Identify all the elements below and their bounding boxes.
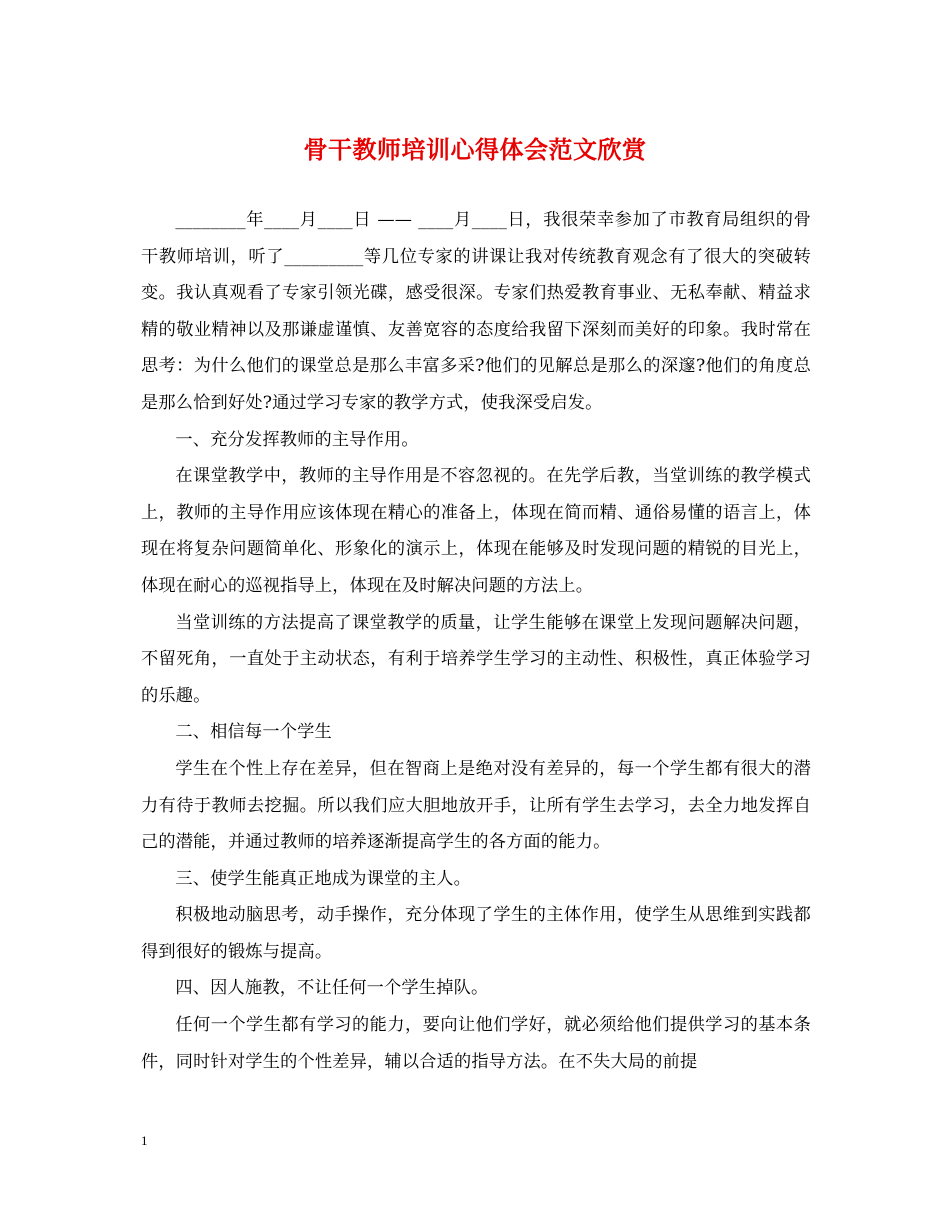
paragraph-section-1-a: 在课堂教学中，教师的主导作用是不容忽视的。在先学后教，当堂训练的教学模式上，教师的主导作用应该体现在精心的准备上，体现在简而精、通俗易懂的语言上，体现在将复杂问题简单化、形象化的演示上，体现在能够及时发现问题的精锐的目光上，体现在耐心的巡视指导上，体现在及时解决问题的方法上。: [141, 466, 811, 596]
paragraph-section-1-b: 当堂训练的方法提高了课堂教学的质量，让学生能够在课堂上发现问题解决问题，不留死角，一直处于主动状态，有利于培养学生学习的主动性、积极性，真正体验学习的乐趣。: [141, 612, 811, 706]
page-number: 1: [141, 1133, 148, 1148]
paragraph-section-3: 积极地动脑思考，动手操作，充分体现了学生的主体作用，使学生从思维到实践都得到很好的锻炼与提高。: [141, 905, 811, 962]
heading-section-4: 四、因人施教，不让任何一个学生掉队。: [175, 978, 489, 999]
paragraph-section-4: 任何一个学生都有学习的能力，要向让他们学好，就必须给他们提供学习的基本条件，同时针对学生的个性差异，辅以合适的指导方法。在不失大局的前提: [141, 1015, 811, 1072]
paragraph-intro: ________年____月____日 —— ____月____日，我很荣幸参加了市教育局组织的骨干教师培训，听了_________等几位专家的讲课让我对传统教育观念有了很大的突破转变。我认真观看了专家引领光碟，感受很深。专家们热爱教育事业、无私奉献、精益求精的敬业精神以及那谦虚谨慎、友善宽容的态度给我留下深刻而美好的印象。我时常在思考：为什么他们的课堂总是那么丰富多采?他们的见解总是那么的深邃?他们的角度总是那么恰到好处?通过学习专家的教学方式，使我深受启发。: [141, 210, 811, 413]
heading-section-1: 一、充分发挥教师的主导作用。: [175, 429, 419, 450]
document-body: [141, 202, 811, 1080]
heading-section-2: 二、相信每一个学生: [175, 722, 332, 743]
document-title: 骨干教师培训心得体会范文欣赏: [303, 135, 647, 164]
paragraph-section-2: 学生在个性上存在差异，但在智商上是绝对没有差异的，每一个学生都有很大的潜力有待于教师去挖掘。所以我们应大胆地放开手，让所有学生去学习，去全力地发挥自己的潜能，并通过教师的培养逐渐提高学生的各方面的能力。: [141, 758, 811, 853]
heading-section-3: 三、使学生能真正地成为课堂的主人。: [175, 868, 471, 889]
